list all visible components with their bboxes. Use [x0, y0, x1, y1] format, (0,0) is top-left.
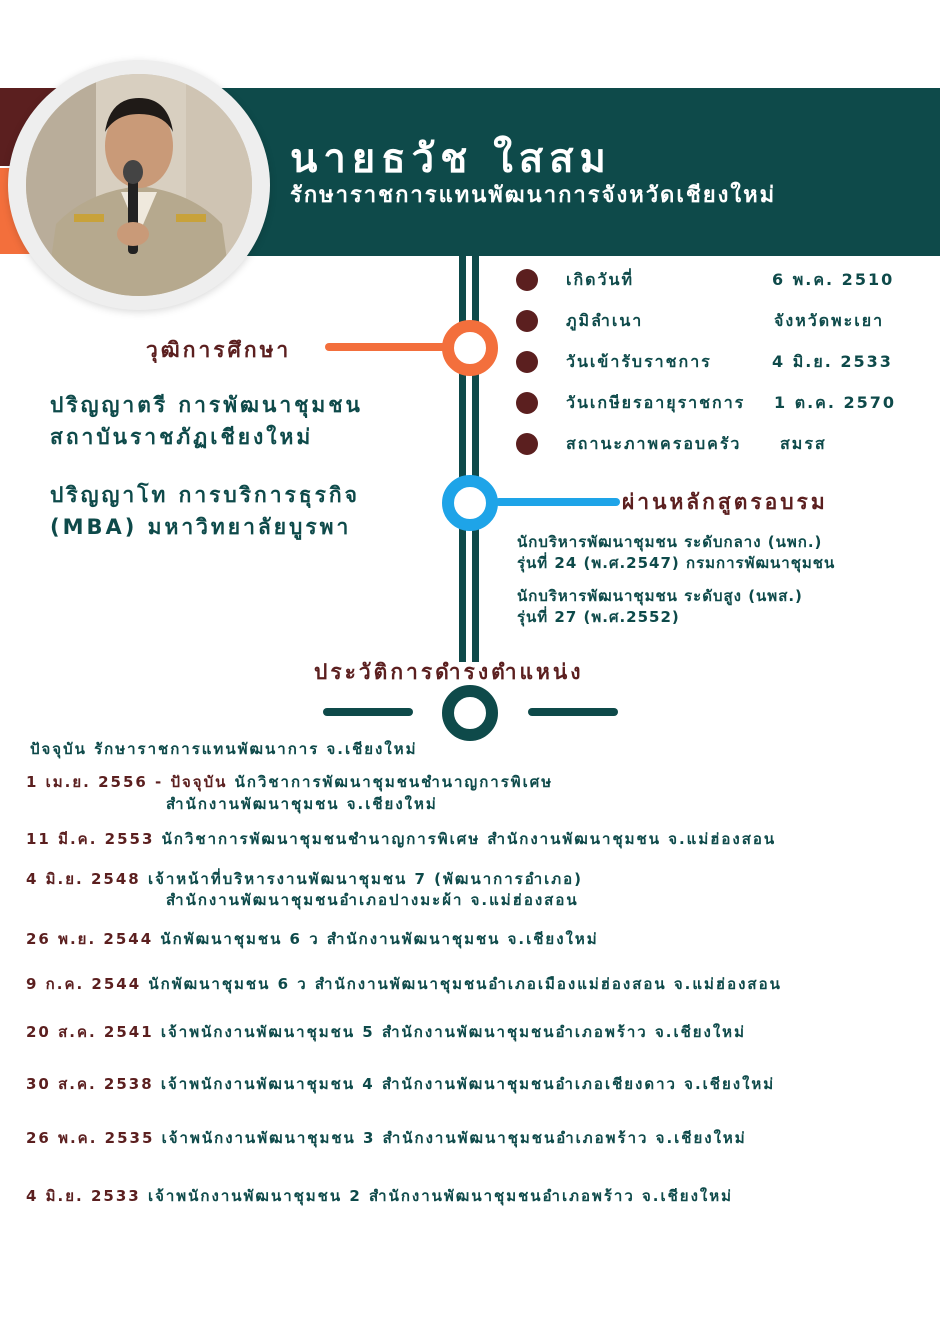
career-date: 4 มิ.ย. 2548 — [26, 870, 141, 888]
career-title: เจ้าพนักงานพัฒนาชุมชน 3 สำนักงานพัฒนาชุมชนอำเภอพร้าว จ.เชียงใหม่ — [161, 1129, 747, 1147]
education-item: ปริญญาตรี การพัฒนาชุมชน — [50, 393, 363, 417]
career-heading: ประวัติการดำรงตำแหน่ง — [314, 660, 584, 684]
career-date: 4 มิ.ย. 2533 — [26, 1187, 141, 1205]
career-date: 1 เม.ย. 2556 - ปัจจุบัน — [26, 773, 228, 791]
career-node-icon — [442, 685, 498, 741]
info-value: จังหวัดพะเยา — [774, 311, 885, 330]
info-row-birthdate — [516, 266, 916, 296]
info-row-retirement — [516, 389, 916, 419]
education-item: (MBA) มหาวิทยาลัยบูรพา — [50, 515, 352, 539]
timeline-line-left — [459, 256, 466, 662]
bullet-icon — [516, 351, 538, 373]
education-heading: วุฒิการศึกษา — [146, 338, 292, 362]
training-connector — [495, 498, 620, 506]
career-item — [26, 1186, 733, 1207]
bullet-icon — [516, 310, 538, 332]
info-value: 1 ต.ค. 2570 — [774, 393, 897, 412]
career-item — [26, 1128, 747, 1149]
info-value: สมรส — [780, 434, 827, 453]
career-date: 26 พ.ค. 2535 — [26, 1129, 155, 1147]
career-item — [26, 1074, 775, 1095]
career-item — [26, 772, 553, 793]
career-item — [26, 974, 782, 995]
info-row-marital-status — [516, 430, 916, 460]
training-item: นักบริหารพัฒนาชุมชน ระดับสูง (นพส.) — [517, 587, 803, 605]
bullet-icon — [516, 433, 538, 455]
person-position: รักษาราชการแทนพัฒนาการจังหวัดเชียงใหม่ — [290, 183, 777, 208]
career-title: เจ้าพนักงานพัฒนาชุมชน 2 สำนักงานพัฒนาชุมชนอำเภอพร้าว จ.เชียงใหม่ — [147, 1187, 734, 1205]
career-item — [26, 929, 599, 950]
education-connector — [325, 343, 447, 351]
career-title: เจ้าพนักงานพัฒนาชุมชน 5 สำนักงานพัฒนาชุมชนอำเภอพร้าว จ.เชียงใหม่ — [160, 1023, 746, 1041]
training-item: รุ่นที่ 24 (พ.ศ.2547) กรมการพัฒนาชุมชน — [517, 554, 836, 572]
career-date: 26 พ.ย. 2544 — [26, 930, 154, 948]
career-date: 20 ส.ค. 2541 — [26, 1023, 154, 1041]
info-label: วันเกษียรอายุราชการ — [566, 393, 746, 412]
bullet-icon — [516, 392, 538, 414]
career-connector-right — [528, 708, 618, 716]
career-date: 9 ก.ค. 2544 — [26, 975, 142, 993]
info-label: วันเข้ารับราชการ — [566, 352, 712, 371]
info-row-hometown — [516, 307, 916, 337]
career-date: 30 ส.ค. 2538 — [26, 1075, 154, 1093]
info-label: สถานะภาพครอบครัว — [566, 434, 742, 453]
career-title: นักวิชาการพัฒนาชุมชนชำนาญการพิเศษ — [234, 773, 554, 791]
education-item: สถาบันราชภัฏเชียงใหม่ — [50, 425, 314, 449]
info-value: 6 พ.ค. 2510 — [772, 270, 895, 289]
career-item — [26, 829, 776, 850]
career-date: 11 มี.ค. 2553 — [26, 830, 155, 848]
career-item-line2: สำนักงานพัฒนาชุมชนอำเภอปางมะผ้า จ.แม่ฮ่องสอน — [166, 891, 579, 909]
career-title: นักพัฒนาชุมชน 6 ว สำนักงานพัฒนาชุมชน จ.เชียงใหม่ — [160, 930, 599, 948]
career-title: เจ้าหน้าที่บริหารงานพัฒนาชุมชน 7 (พัฒนาการอำเภอ) — [147, 870, 584, 888]
timeline-line-right — [472, 256, 479, 662]
career-title: นักวิชาการพัฒนาชุมชนชำนาญการพิเศษ สำนักงานพัฒนาชุมชน จ.แม่ฮ่องสอน — [161, 830, 777, 848]
career-item-line2: สำนักงานพัฒนาชุมชน จ.เชียงใหม่ — [166, 795, 438, 813]
training-heading: ผ่านหลักสูตรอบรม — [622, 490, 828, 514]
person-photo-icon — [26, 74, 252, 296]
person-name: นายธวัช ใสสม — [290, 136, 612, 182]
career-title: นักพัฒนาชุมชน 6 ว สำนักงานพัฒนาชุมชนอำเภอเมืองแม่ฮ่องสอน จ.แม่ฮ่องสอน — [148, 975, 782, 993]
training-node-icon — [442, 475, 498, 531]
info-label: เกิดวันที่ — [566, 270, 635, 289]
info-value: 4 มิ.ย. 2533 — [772, 352, 893, 371]
career-connector-left — [323, 708, 413, 716]
bullet-icon — [516, 269, 538, 291]
career-current: ปัจจุบัน รักษาราชการแทนพัฒนาการ จ.เชียงใหม่ — [30, 740, 418, 758]
career-item — [26, 869, 583, 890]
career-title: เจ้าพนักงานพัฒนาชุมชน 4 สำนักงานพัฒนาชุมชนอำเภอเชียงดาว จ.เชียงใหม่ — [160, 1075, 776, 1093]
training-item: นักบริหารพัฒนาชุมชน ระดับกลาง (นพก.) — [517, 533, 823, 551]
info-row-service-start — [516, 348, 916, 378]
info-label: ภูมิลำเนา — [566, 311, 644, 330]
portrait-photo — [26, 74, 252, 296]
training-item: รุ่นที่ 27 (พ.ศ.2552) — [517, 608, 680, 626]
education-node-icon — [442, 320, 498, 376]
education-item: ปริญญาโท การบริการธุรกิจ — [50, 483, 360, 507]
career-item — [26, 1022, 746, 1043]
